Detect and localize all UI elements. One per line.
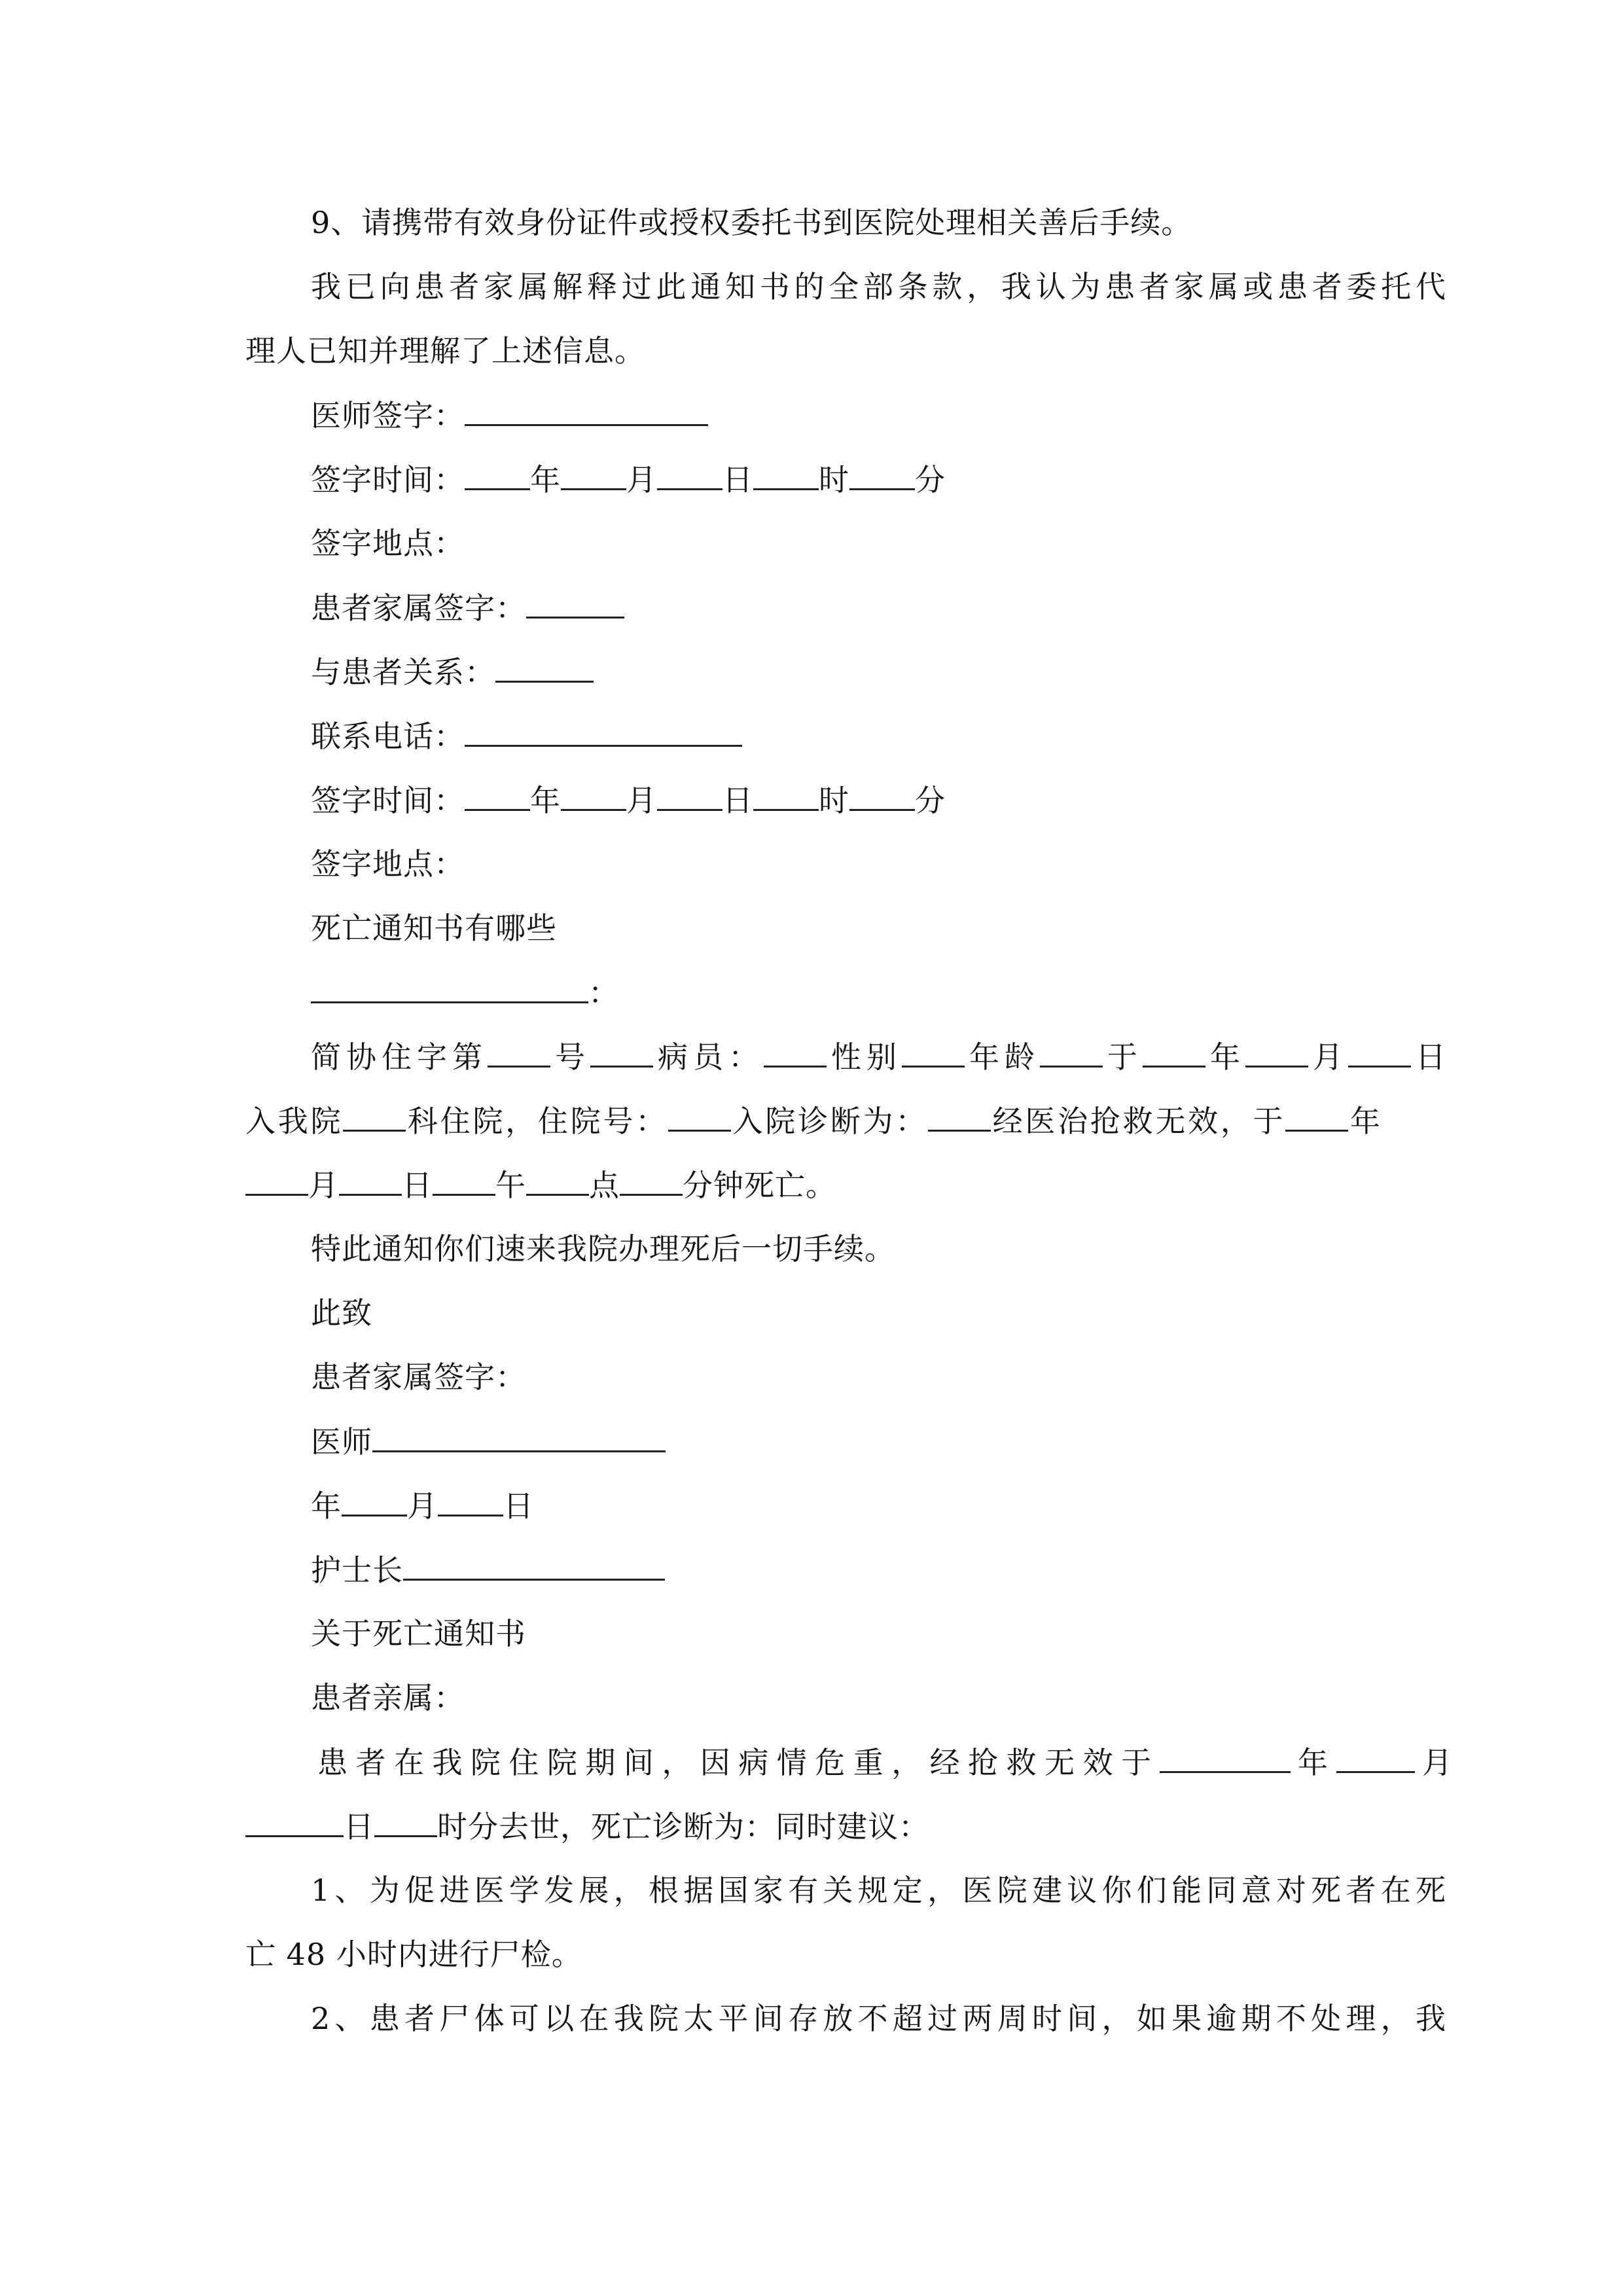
head-nurse-row [245,1550,1446,1590]
doctor-row [245,1422,1446,1462]
relation-label: 与患者关系： [311,655,495,690]
suggestion-1-line-1: 1、为促进医学发展，根据国家有关规定，医院建议你们能同意对死者在死 [311,1873,1446,1908]
death-line-2 [245,1806,1381,1846]
text: 经医治抢救无效，于 [990,1103,1286,1139]
text: 年 [1348,1103,1382,1139]
text: 分钟死亡。 [683,1168,836,1203]
signature-time-row-2 [245,780,1446,820]
salutation: 此致 [311,1295,372,1331]
noon-field[interactable] [433,1165,495,1196]
hour-unit: 时 [819,783,849,818]
suggestion-2-line-1: 2、患者尸体可以在我院太平间存放不超过两周时间，如果逾期不处理，我 [311,2001,1446,2036]
admission-no-field[interactable] [668,1101,731,1132]
month-unit: 月 [626,783,657,818]
day-unit: 日 [503,1488,534,1524]
minute-unit: 分 [915,783,946,818]
text: 月 [1308,1039,1348,1075]
text: 月 [308,1168,339,1203]
day-field[interactable] [657,780,722,811]
head-nurse-label: 护士长 [311,1552,403,1588]
day-field[interactable] [339,1165,402,1196]
day-unit: 日 [722,462,753,497]
family-signature-row [245,588,1446,628]
text: 病员： [653,1039,764,1075]
text: 年龄 [965,1039,1040,1075]
notice-line-2 [245,1101,1381,1141]
signature-place-row [245,524,1446,563]
text: 午 [495,1168,526,1203]
relation-row [245,652,1446,692]
number-field[interactable] [590,1037,653,1067]
text: 简协住字第 [311,1039,488,1075]
item-9: 9、请携带有效身份证件或授权委托书到医院处理相关善后手续。 [311,205,1192,240]
signature-time-label: 签字时间： [311,783,465,818]
head-nurse-field[interactable] [403,1550,665,1581]
signature-time-label: 签字时间： [311,462,465,497]
year-field[interactable] [465,780,530,811]
text: 日 [1411,1039,1446,1075]
day-field[interactable] [438,1486,503,1516]
section-heading-1: 死亡通知书有哪些 [311,910,557,946]
department-field[interactable] [343,1101,406,1132]
year-field[interactable] [1285,1101,1348,1132]
year-unit: 年 [530,783,561,818]
hour-field[interactable] [753,459,819,490]
explain-line-2: 理人已知并理解了上述信息。 [245,333,645,368]
minute-field[interactable] [849,459,915,490]
month-unit: 月 [626,462,657,497]
explain-line-1: 我已向患者家属解释过此通知书的全部条款，我认为患者家属或患者委托代 [311,269,1446,304]
day-unit: 日 [722,783,753,818]
gender-field[interactable] [902,1037,965,1067]
hour-field[interactable] [526,1165,589,1196]
text: 于 [1103,1039,1143,1075]
month-field[interactable] [1336,1742,1415,1773]
text: 患者在我院住院期间，因病情危重，经抢救无效于 [317,1745,1160,1780]
text: 入院诊断为： [730,1103,928,1139]
month-field[interactable] [245,1165,308,1196]
text: 年 [1205,1039,1245,1075]
date-row [245,1486,1446,1526]
family-signature-row-2 [245,1357,1446,1397]
day-field[interactable] [245,1806,344,1837]
text: 月 [1414,1745,1454,1780]
notice-line-4: 特此通知你们速来我院办理死后一切手续。 [311,1231,895,1266]
year-unit: 年 [530,462,561,497]
phone-field[interactable] [465,716,742,747]
month-field[interactable] [561,780,626,811]
doctor-signature-field[interactable] [465,395,708,426]
text: 时分去世，死亡诊断为：同时建议： [437,1809,929,1844]
notice-line-3 [245,1165,1381,1205]
hour-field[interactable] [753,780,819,811]
age-field[interactable] [1040,1037,1103,1067]
signature-place-label: 签字地点： [311,526,465,561]
text: 年 [1290,1745,1336,1780]
suggestion-1-line-2: 亡 48 小时内进行尸检。 [245,1937,582,1972]
title-colon: ： [588,975,619,1011]
day-field[interactable] [1348,1037,1411,1067]
family-signature-label: 患者家属签字： [311,1359,526,1395]
family-signature-field[interactable] [526,588,624,619]
doctor-signature-row [245,395,1446,435]
doctor-label: 医师 [311,1424,372,1460]
signature-place-label: 签字地点： [311,846,465,882]
month-field[interactable] [1245,1037,1308,1067]
patient-name-field[interactable] [764,1037,827,1067]
hour-field[interactable] [374,1806,437,1837]
phone-row [245,716,1446,756]
text: 日 [344,1809,374,1844]
text: 性别 [827,1039,902,1075]
month-field[interactable] [561,459,626,490]
month-field[interactable] [342,1486,407,1516]
year-field[interactable] [465,459,530,490]
minute-unit: 分 [915,462,946,497]
phone-label: 联系电话： [311,719,465,754]
relation-field[interactable] [495,652,594,683]
year-unit: 年 [311,1488,342,1524]
title-blank-field[interactable] [311,973,588,1003]
notice-line-1 [245,1037,1446,1077]
text: 号 [550,1039,590,1075]
text: 科住院，住院号： [406,1103,668,1139]
case-no-field[interactable] [488,1037,550,1067]
month-unit: 月 [407,1488,438,1524]
section-heading-2: 关于死亡通知书 [311,1616,526,1651]
minute-field[interactable] [620,1165,683,1196]
diagnosis-field[interactable] [928,1101,991,1132]
text: 入我院 [245,1103,344,1139]
minute-field[interactable] [849,780,915,811]
signature-time-row [245,459,1446,499]
family-signature-label: 患者家属签字： [311,590,526,626]
text: 日 [402,1168,433,1203]
year-field[interactable] [1143,1037,1205,1067]
signature-place-row-2 [245,844,1446,884]
doctor-field[interactable] [372,1422,666,1452]
death-line-1 [245,1742,1453,1782]
year-field[interactable] [1160,1742,1291,1773]
title-blank-row [245,973,1446,1013]
text: 点 [589,1168,620,1203]
day-field[interactable] [657,459,722,490]
relatives-label: 患者亲属： [311,1680,465,1715]
doctor-signature-label: 医师签字： [311,398,465,433]
hour-unit: 时 [819,462,849,497]
